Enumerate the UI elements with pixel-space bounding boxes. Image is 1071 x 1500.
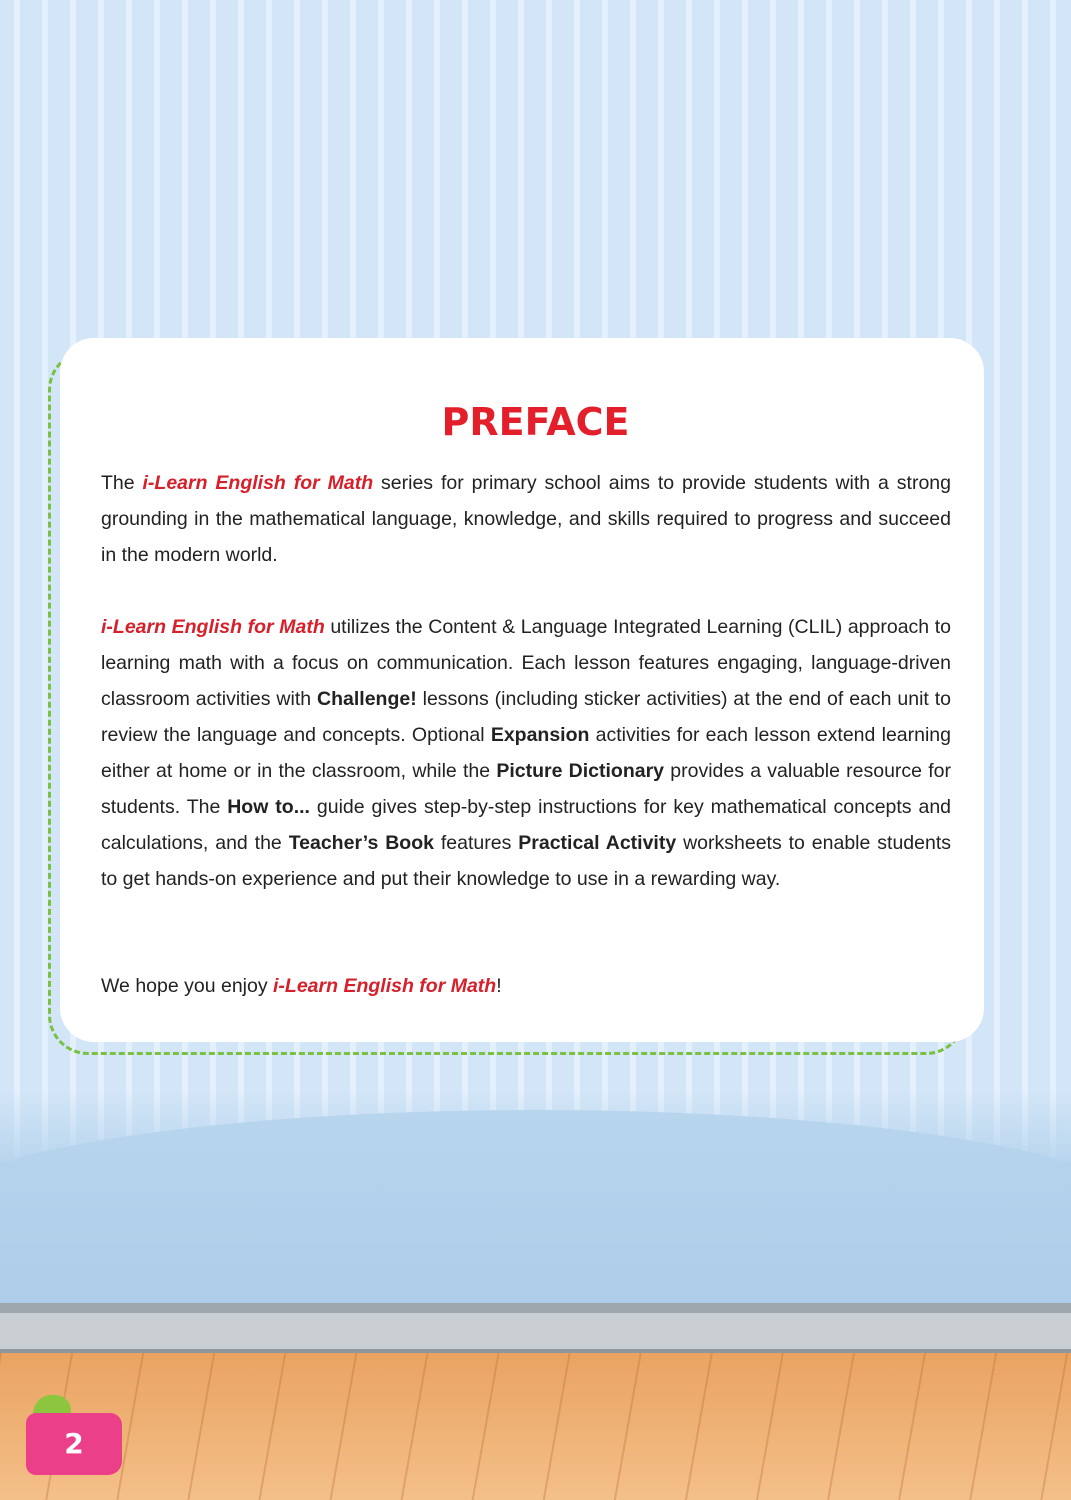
text-run: worksheets to enable students to get hands-on experience and put their knowledge to use in a rewarding way. — [101, 832, 951, 890]
bold-term-picture-dictionary: Picture Dictionary — [496, 760, 665, 782]
text-run: features — [433, 832, 519, 854]
text-run: The — [101, 472, 143, 494]
bold-term-how-to: How to... — [227, 796, 310, 818]
series-name: i-Learn English for Math — [273, 975, 497, 997]
wall-shadow — [0, 1090, 1071, 1305]
text-run: ! — [496, 975, 502, 997]
baseboard-top — [0, 1303, 1071, 1313]
text-run: series for primary school aims to provide students with a strong grounding in the mathematical language, knowledge, and skills required to progress and succeed in the modern world. — [101, 472, 951, 566]
series-name: i-Learn English for Math — [142, 472, 374, 494]
text-run: activities for each lesson extend learning either at home or in the classroom, while the — [101, 724, 952, 782]
bold-term-challenge: Challenge! — [317, 688, 417, 710]
preface-paragraph-2 — [101, 609, 951, 897]
text-run: provides a valuable resource for students. The — [101, 760, 951, 818]
page-number: 2 — [64, 1427, 84, 1460]
text-run: utilizes the Content & Language Integrated Learning (CLIL) approach to learning math with a focus on communication. Each lesson features engaging, language-driven classroom activities with — [101, 616, 951, 710]
preface-paragraph-3 — [101, 968, 951, 1004]
baseboard — [0, 1313, 1071, 1353]
bold-term-expansion: Expansion — [490, 724, 590, 746]
text-run: guide gives step-by-step instructions for key mathematical concepts and calculations, and the — [101, 796, 952, 854]
series-name: i-Learn English for Math — [101, 616, 325, 638]
wooden-floor — [0, 1353, 1071, 1500]
preface-paragraph-1 — [101, 465, 951, 573]
bold-term-practical-activity: Practical Activity — [518, 832, 677, 854]
bold-term-teachers-book: Teacher’s Book — [288, 832, 434, 854]
text-run: We hope you enjoy — [101, 975, 274, 997]
page-title: PREFACE — [441, 400, 630, 444]
text-run: lessons (including sticker activities) at the end of each unit to review the language and concepts. Optional — [101, 688, 952, 746]
